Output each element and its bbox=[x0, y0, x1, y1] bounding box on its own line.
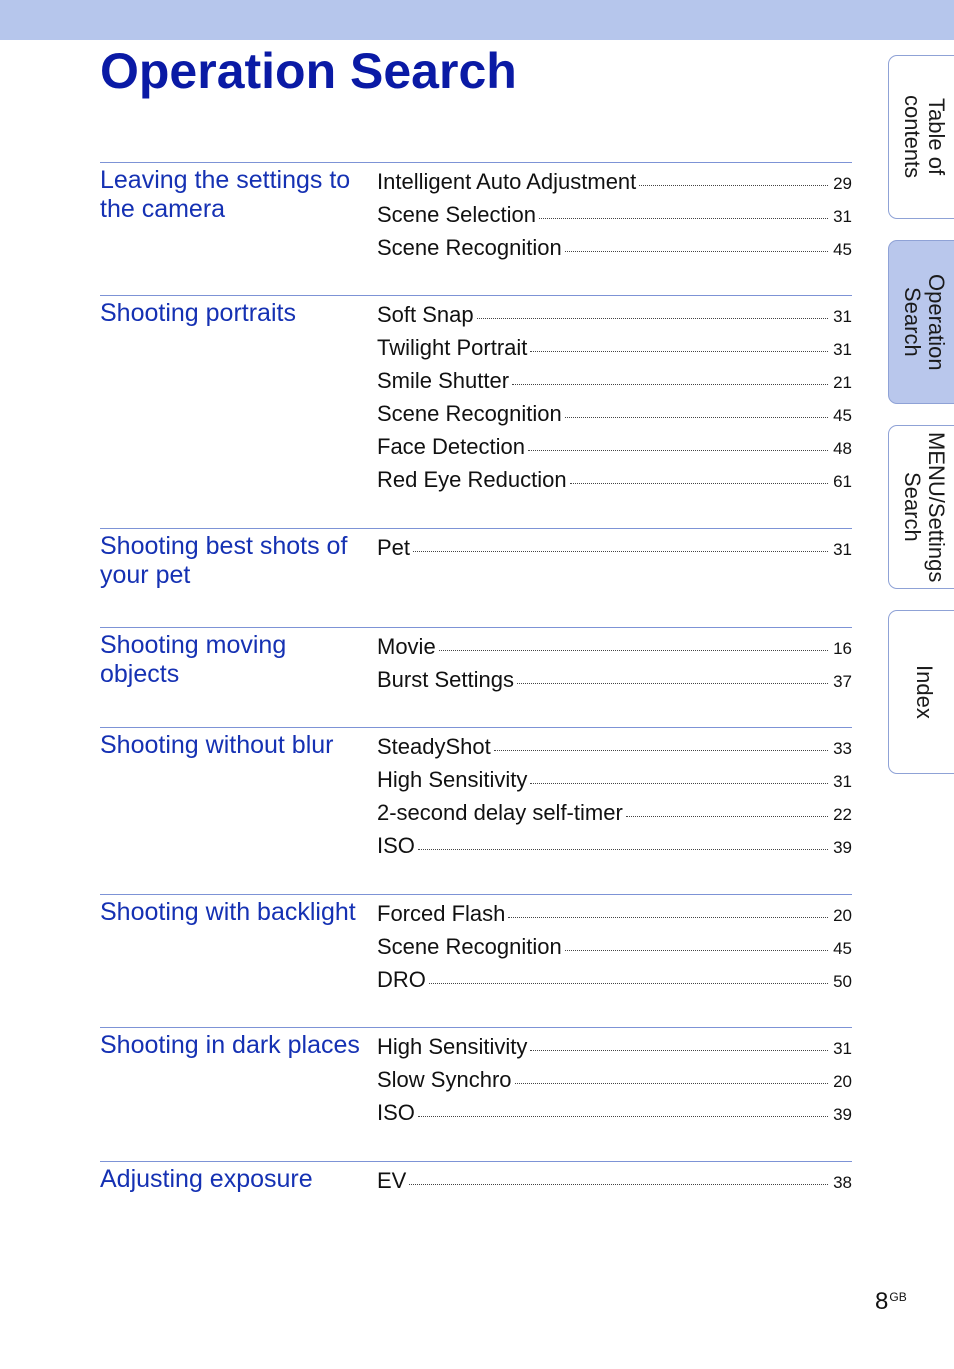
dot-leader bbox=[626, 816, 828, 817]
toc-entry[interactable] bbox=[377, 231, 852, 264]
dot-leader bbox=[418, 849, 828, 850]
toc-entry[interactable] bbox=[377, 331, 852, 364]
section bbox=[100, 627, 852, 692]
entry-label: SteadyShot bbox=[377, 734, 491, 759]
tab-label: Operation Search bbox=[900, 273, 949, 371]
entry-page-number: 29 bbox=[833, 174, 852, 193]
section bbox=[100, 894, 852, 992]
entry-list bbox=[377, 298, 852, 496]
dot-leader bbox=[477, 318, 828, 319]
entry-label: ISO bbox=[377, 833, 415, 858]
section-title: Shooting in dark places bbox=[100, 1031, 360, 1059]
dot-leader bbox=[494, 750, 828, 751]
toc-entry[interactable] bbox=[377, 963, 852, 996]
toc-entry[interactable] bbox=[377, 463, 852, 496]
entry-page-number: 37 bbox=[833, 672, 852, 691]
section bbox=[100, 1027, 852, 1125]
entry-page-number: 61 bbox=[833, 472, 852, 491]
entry-page-number: 31 bbox=[833, 207, 852, 226]
page-number-value: 8 bbox=[875, 1288, 889, 1315]
section-title: Shooting with backlight bbox=[100, 898, 356, 926]
tab-index[interactable] bbox=[888, 610, 954, 774]
entry-page-number: 31 bbox=[833, 772, 852, 791]
dot-leader bbox=[565, 417, 828, 418]
entry-page-number: 45 bbox=[833, 939, 852, 958]
entry-page-number: 39 bbox=[833, 1105, 852, 1124]
entry-page-number: 31 bbox=[833, 340, 852, 359]
page-title: Operation Search bbox=[100, 43, 517, 99]
dot-leader bbox=[515, 1083, 829, 1084]
dot-leader bbox=[517, 683, 828, 684]
tab-operation-search[interactable] bbox=[888, 240, 954, 404]
section-title: Shooting moving objects bbox=[100, 631, 287, 688]
toc-entry[interactable] bbox=[377, 364, 852, 397]
entry-label: ISO bbox=[377, 1100, 415, 1125]
dot-leader bbox=[530, 1050, 828, 1051]
entry-label: Movie bbox=[377, 634, 436, 659]
tab-label: MENU/Settings Search bbox=[900, 431, 949, 583]
entry-label: Scene Selection bbox=[377, 202, 536, 227]
entry-page-number: 31 bbox=[833, 1039, 852, 1058]
entry-page-number: 48 bbox=[833, 439, 852, 458]
toc-entry[interactable] bbox=[377, 630, 852, 663]
toc-entry[interactable] bbox=[377, 796, 852, 829]
section bbox=[100, 727, 852, 858]
tab-label: Index bbox=[912, 665, 937, 719]
entry-page-number: 20 bbox=[833, 906, 852, 925]
entry-label: 2-second delay self-timer bbox=[377, 800, 623, 825]
dot-leader bbox=[570, 483, 829, 484]
entry-page-number: 38 bbox=[833, 1173, 852, 1192]
toc-entry[interactable] bbox=[377, 930, 852, 963]
entry-label: Scene Recognition bbox=[377, 401, 562, 426]
section-title: Adjusting exposure bbox=[100, 1165, 313, 1193]
entry-page-number: 31 bbox=[833, 540, 852, 559]
toc-entry[interactable] bbox=[377, 1096, 852, 1129]
entry-label: Forced Flash bbox=[377, 901, 506, 926]
entry-label: Scene Recognition bbox=[377, 934, 562, 959]
section-title: Leaving the settings to the camera bbox=[100, 166, 351, 223]
dot-leader bbox=[439, 650, 828, 651]
dot-leader bbox=[413, 551, 828, 552]
entry-page-number: 20 bbox=[833, 1072, 852, 1091]
toc-entry[interactable] bbox=[377, 730, 852, 763]
dot-leader bbox=[418, 1116, 828, 1117]
toc-entry[interactable] bbox=[377, 165, 852, 198]
entry-label: Pet bbox=[377, 535, 411, 560]
toc-entry[interactable] bbox=[377, 298, 852, 331]
toc-entry[interactable] bbox=[377, 897, 852, 930]
entry-page-number: 39 bbox=[833, 838, 852, 857]
dot-leader bbox=[512, 384, 828, 385]
entry-page-number: 50 bbox=[833, 972, 852, 991]
entry-list bbox=[377, 531, 852, 564]
entry-page-number: 21 bbox=[833, 373, 852, 392]
entry-list bbox=[377, 165, 852, 264]
dot-leader bbox=[639, 185, 828, 186]
section bbox=[100, 1161, 852, 1193]
tab-label: Table of contents bbox=[900, 95, 949, 179]
section-title: Shooting without blur bbox=[100, 731, 334, 759]
entry-list bbox=[377, 1164, 852, 1197]
toc-entry[interactable] bbox=[377, 1164, 852, 1197]
dot-leader bbox=[508, 917, 828, 918]
entry-label: DRO bbox=[377, 967, 426, 992]
entry-page-number: 45 bbox=[833, 240, 852, 259]
section bbox=[100, 295, 852, 492]
entry-label: Soft Snap bbox=[377, 302, 474, 327]
dot-leader bbox=[539, 218, 828, 219]
toc-entry[interactable] bbox=[377, 1063, 852, 1096]
toc-entry[interactable] bbox=[377, 829, 852, 862]
tab-menu-settings-search[interactable] bbox=[888, 425, 954, 589]
entry-page-number: 31 bbox=[833, 307, 852, 326]
dot-leader bbox=[530, 351, 828, 352]
section bbox=[100, 528, 852, 589]
toc-entry[interactable] bbox=[377, 763, 852, 796]
dot-leader bbox=[565, 950, 828, 951]
toc-entry[interactable] bbox=[377, 430, 852, 463]
dot-leader bbox=[429, 983, 828, 984]
entry-list bbox=[377, 897, 852, 996]
entry-label: Scene Recognition bbox=[377, 235, 562, 260]
dot-leader bbox=[565, 251, 828, 252]
entry-label: High Sensitivity bbox=[377, 1034, 528, 1059]
entry-list bbox=[377, 630, 852, 696]
entry-label: Smile Shutter bbox=[377, 368, 510, 393]
section-title: Shooting portraits bbox=[100, 299, 296, 327]
section bbox=[100, 162, 852, 260]
entry-list bbox=[377, 1030, 852, 1129]
entry-label: Twilight Portrait bbox=[377, 335, 528, 360]
tab-table-of-contents[interactable] bbox=[888, 55, 954, 219]
toc-entry[interactable] bbox=[377, 397, 852, 430]
entry-label: Slow Synchro bbox=[377, 1067, 512, 1092]
entry-label: Red Eye Reduction bbox=[377, 467, 567, 492]
entry-label: High Sensitivity bbox=[377, 767, 528, 792]
entry-list bbox=[377, 730, 852, 862]
toc-entry[interactable] bbox=[377, 663, 852, 696]
dot-leader bbox=[530, 783, 828, 784]
entry-label: EV bbox=[377, 1168, 407, 1193]
toc-entry[interactable] bbox=[377, 198, 852, 231]
dot-leader bbox=[528, 450, 828, 451]
page-number-suffix: GB bbox=[889, 1290, 907, 1304]
entry-label: Burst Settings bbox=[377, 667, 514, 692]
entry-page-number: 45 bbox=[833, 406, 852, 425]
entry-label: Intelligent Auto Adjustment bbox=[377, 169, 637, 194]
toc-entry[interactable] bbox=[377, 531, 852, 564]
entry-label: Face Detection bbox=[377, 434, 525, 459]
entry-page-number: 22 bbox=[833, 805, 852, 824]
toc-entry[interactable] bbox=[377, 1030, 852, 1063]
entry-page-number: 16 bbox=[833, 639, 852, 658]
entry-page-number: 33 bbox=[833, 739, 852, 758]
page-number bbox=[875, 1288, 906, 1316]
header-band bbox=[0, 0, 954, 40]
section-title: Shooting best shots of your pet bbox=[100, 532, 348, 589]
dot-leader bbox=[409, 1184, 828, 1185]
